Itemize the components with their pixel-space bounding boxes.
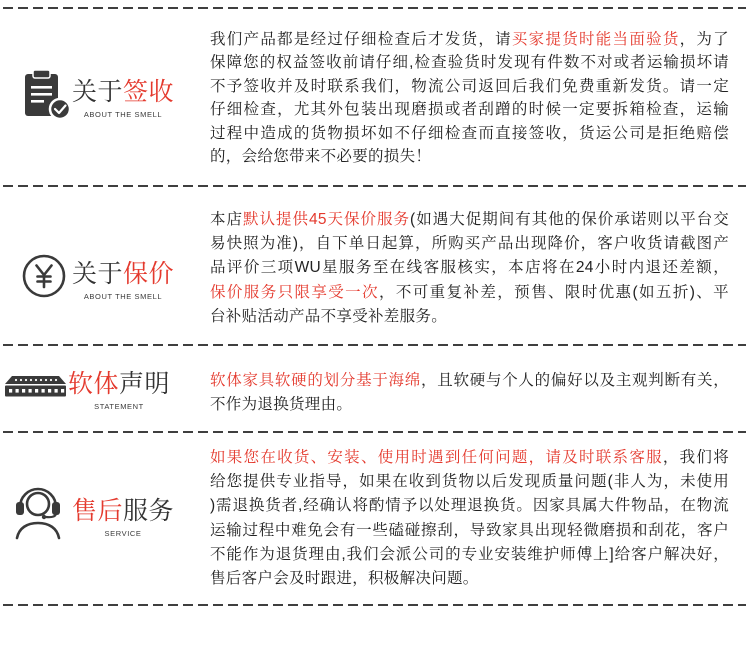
yen-circle-icon <box>20 252 68 300</box>
title-accent-text: 保价 <box>123 260 175 288</box>
highlight-text: 默认提供45天保价服务 <box>243 211 411 228</box>
title-text: 服务 <box>123 497 175 525</box>
body-line <box>210 256 729 280</box>
section-subtitle: ABOUT THE SMELL <box>83 110 163 119</box>
section-heading <box>70 497 176 539</box>
body-line <box>210 145 729 168</box>
body-line <box>210 446 729 470</box>
body-text: 仔细检查，尤其外包装出现磨损或者刮蹭的时候一定要拆箱检查，运输 <box>210 101 729 119</box>
body-text: ，我们将 <box>662 449 729 466</box>
section-title <box>70 260 176 288</box>
body-line <box>210 75 729 98</box>
body-line <box>210 494 729 518</box>
body-text: ，不可重复补差，预售、限时优惠(如五折)、平 <box>378 283 729 301</box>
section-divider <box>3 604 746 606</box>
body-line <box>210 122 729 145</box>
title-accent-text: 签收 <box>123 78 175 106</box>
body-line <box>210 543 729 567</box>
section-heading <box>70 260 176 302</box>
body-line <box>210 28 729 51</box>
highlight-text: 如果您在收货、安装、使用时遇到任何问题，请及时联系客服 <box>210 449 663 466</box>
body-text: 不予签收并及时联系我们，物流公司返回后我们免费重新发货。请一定 <box>210 77 729 95</box>
section-divider <box>3 185 746 187</box>
section-divider <box>3 7 746 9</box>
body-text: 的，会给您带来不必要的损失！ <box>210 148 432 166</box>
body-line <box>210 567 729 591</box>
body-line <box>210 519 729 543</box>
title-text: 关于 <box>71 260 123 288</box>
section-body <box>210 208 729 329</box>
body-text: 售后客户会及时跟进，积极解决问题。 <box>210 570 479 588</box>
body-text: 易快照为准)，自下单日起算，所购买产品出现降价，客户收货请截图产 <box>210 235 729 253</box>
title-text: 关于 <box>71 78 123 106</box>
section-body <box>210 369 729 417</box>
section-title <box>70 497 176 525</box>
body-text: 本店 <box>210 211 243 228</box>
body-text: 给您提供专业指导，如果在收到货物以后发现质量问题(非人为，未使用 <box>210 473 729 491</box>
body-text: 品评价三项WU星服务至在线客服核实，本店将在24小时内退还差额， <box>210 259 729 277</box>
section-title <box>66 370 172 398</box>
section-title <box>70 78 176 106</box>
body-text: ，为了 <box>679 31 729 48</box>
body-text: 我们产品都是经过仔细检查后才发货，请 <box>210 31 512 48</box>
body-line <box>210 232 729 256</box>
body-text: 台补贴活动产品不享受补差服务。 <box>210 307 448 325</box>
customer-service-headset-icon <box>8 482 68 540</box>
body-text: 运输过程中难免会有一些磕碰擦刮，导致家具出现轻微磨损和刮花，客户 <box>210 521 729 539</box>
highlight-text: 买家提货时能当面验货 <box>511 31 680 48</box>
body-text: )需退换货者,经确认将酌情予以处理退换货。因家具属大件物品，在物流 <box>210 497 729 515</box>
body-line <box>210 51 729 74</box>
body-text: 保障您的权益签收前请仔细,检查验货时发现有件数不对或者运输损坏请 <box>210 54 729 72</box>
body-line <box>210 369 729 393</box>
title-accent-text: 软体 <box>67 370 119 398</box>
mattress-icon <box>3 372 69 402</box>
body-text: 不作为退换货理由。 <box>210 396 353 414</box>
section-heading <box>70 78 176 120</box>
section-divider <box>3 431 746 433</box>
section-heading <box>66 370 172 412</box>
body-line <box>210 98 729 121</box>
clipboard-check-icon <box>20 68 74 122</box>
title-text: 声明 <box>119 370 171 398</box>
body-line <box>210 208 729 232</box>
body-text: 过程中造成的货物损坏如不仔细检查而直接签收，货运公司是拒绝赔偿 <box>210 124 729 142</box>
section-subtitle: STATEMENT <box>94 402 144 411</box>
section-divider <box>3 344 746 346</box>
body-text: ，且软硬与个人的偏好以及主观判断有关， <box>421 372 730 389</box>
body-line <box>210 281 729 305</box>
section-subtitle: SERVICE <box>104 529 142 538</box>
highlight-text: 软体家具软硬的划分基于海绵 <box>210 372 422 389</box>
highlight-text: 保价服务只限享受一次 <box>210 283 379 301</box>
section-subtitle: ABOUT THE SMELL <box>83 292 163 301</box>
body-line <box>210 305 729 329</box>
section-body <box>210 446 729 591</box>
body-text: 不能作为退货理由,我们会派公司的专业安装维护师傅上]给客户解决好， <box>210 545 729 563</box>
body-text: (如遇大促期间有其他的保价承诺则以平台交 <box>410 211 729 228</box>
body-line <box>210 393 729 417</box>
section-body <box>210 28 729 168</box>
body-line <box>210 470 729 494</box>
title-accent-text: 售后 <box>71 497 123 525</box>
